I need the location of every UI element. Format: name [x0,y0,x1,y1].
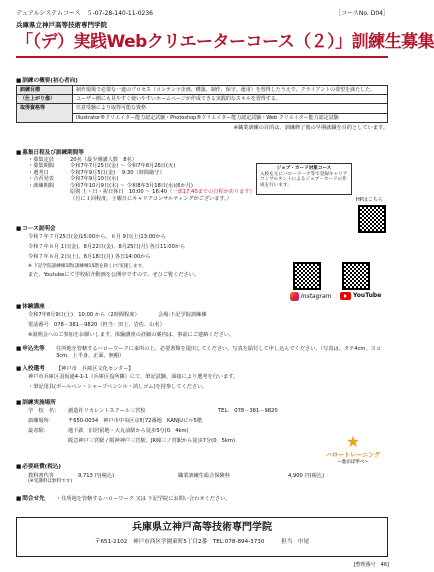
jobcard-title: ジョブ・カード対象コース [276,166,332,171]
location-access-key: 最寄駅： [28,427,49,434]
experience-heading: ■ 体験講座 [16,304,388,311]
overview-note: ※職業訓練の目的は、訓練修了後の早期就職を目的としています。 [233,124,388,131]
briefing-line: 令和７年８月 1日(金)、8月22日(金)、8月25日(月) 各日11:00から [28,243,186,250]
overview-label: （仕上がり像） [17,95,73,104]
jobcard-box [256,163,352,195]
selection-address: 神戸市兵庫区羽坂通4-1-1（兵庫区役所隣）にて、筆記試験、面接により選考を行います。 [28,373,239,380]
briefing-line: また、Youtubeにて学校紹介動画を公開中ですので、ぜひご覧ください。 [28,272,200,279]
instagram-link[interactable] [290,292,332,301]
hello-training-logo [318,432,388,465]
schedule-value: 令和7年9月10日(水) [70,176,119,183]
inquiry-heading: ■ 問合せ先 [16,496,56,503]
experience-place: 会場:下記学院訓練棟 [158,311,207,318]
experience-date: 令和7年8月9日(土) 10:00 から（2時間程度） [28,311,140,318]
briefing-line: 令和７年８月 2日(土)、8月18日(月) 各日14:00から [28,253,151,260]
briefing-line: 令和７年７月25日(金)15:00から、８月 9日(土)13:00から [28,233,166,240]
overview-label: 取得資格等 [17,104,73,123]
schedule-consulting: （月に１回程度、土曜日にキャリアコンサルティングがございます。） [70,195,232,202]
overview-text: 制作現場で必要な一連のプロセス（コンテンツ企画、構築、制作、保守、運用）を習得したうえで、クライアントの要望を満たした、 [73,85,388,94]
schedule-hours-note: （一部17:40までの日程があります） [167,189,255,196]
inquiry-section [16,496,388,503]
apply-text: 住所地を管轄するハローワークに来所の上、必要書類を提出してください。写真を貼付して申し込んでください。（写真は、タテ4cm、ヨコ3cm、上半身、正面、無帽） [56,346,382,359]
costs-note: (※受講料は無料です) [28,479,73,485]
schedule-section [16,150,255,202]
instagram-label: Instagram [301,292,332,300]
location-school-key: 学 校 名： [28,407,60,414]
hello-training-sub: ～急がば学べ～ [337,459,369,465]
contact-school-name: 兵庫県立神戸高等技術専門学院 [132,522,272,533]
briefing-section [16,226,276,281]
selection-venue: 【神戸市 兵庫区文化センター】 [56,366,134,372]
location-access-2: 阪急神戸三宮駅 / 阪神神戸三宮駅、JR線三ノ宮駅から徒歩7分(0．5km) [68,437,236,444]
schedule-value: 令和7年7月25日(金) ～ 令和7年8月26日(火) [70,163,176,170]
cost-insurance-value: 4,900 円(税込) [288,472,325,479]
selection-heading: ■ 入校選考 [16,366,56,373]
instagram-qr-code[interactable] [293,262,321,290]
youtube-qr-code[interactable] [342,262,370,290]
hp-qr-code[interactable] [358,205,386,233]
apply-heading: ■ 申込先等 [16,346,56,359]
location-school: 創造社リカレントスクール三宮校 [68,407,146,414]
apply-section [16,346,388,359]
experience-section [16,304,388,341]
youtube-label: YouTube [353,292,382,300]
cost-insurance-key: 職業訓練生総合保険料 [178,472,230,479]
hp-label: HPはこちら [356,197,383,203]
youtube-link[interactable] [340,292,381,300]
location-heading: ■ 訓練実施場所 [16,400,388,407]
overview-table [16,85,388,123]
overview-text: ユーザー側にも見やすく使いやすいホームページが作成できる実践的なスキルを習得する。 [73,95,388,104]
briefing-heading: ■ コース説明会 [16,226,276,233]
overview-label: 訓練目標 [17,85,73,94]
schedule-key: ・募集定員 [28,156,54,163]
reference-number: [整理番号 46] [353,562,389,568]
inquiry-text: ・住所地を管轄するハローワーク 又は 下記学院にお問い合わせください。 [56,496,231,502]
course-number: ［コースNo. D04］ [335,10,389,17]
table-row [17,104,388,113]
schedule-hours: 原則 土・日・祝日休日 10:00 ～ 16:40 [70,189,168,196]
selection-section [16,366,388,393]
hello-training-label: ハロートレーニング [326,452,380,459]
schedule-value: 令和7年9月5日(金) 9:30（時間厳守） [70,169,165,176]
page-title: 「（デ）実践Webクリエーターコース（２）」訓練生募集 [16,32,434,52]
school-name: 兵庫県立神戸高等技術専門学院 [16,21,107,29]
schedule-key: ・合否発表 [28,176,54,183]
schedule-key: ・選考日 [28,169,49,176]
star-icon: ★ [345,432,361,451]
instagram-icon [290,292,299,301]
table-row [17,113,388,122]
schedule-value: 令和7年10月9日(木) ～ 令和8年3月18日(水)(6か月) [70,182,193,189]
schedule-value: 20名（最少開講人数 8名） [70,156,137,163]
table-row [17,95,388,104]
schedule-key: ・募集期間 [28,163,54,170]
course-department: デュアルシステムコース ５-07-28-140-11-0236 [16,10,153,17]
overview-section [16,78,388,131]
experience-note: ※説明会へのご参加をお願いします。体験講座の詳細の案内は、事前にご連絡ください。 [28,331,235,338]
title-underline [16,56,388,58]
costs-heading: ■ 必要経費(税込) [16,464,388,471]
overview-text: 任意受験により取得可能な資格 [73,104,388,113]
location-tel: TEL: 078－381－9820 [218,407,278,414]
youtube-icon [340,292,351,300]
experience-tel: 電話番号 078－381－9820（担当：田上、岩佐、山名） [28,321,165,328]
contact-box [16,517,388,557]
location-addr-key: 訓練場所： [28,417,54,424]
location-access-1: 地下鉄 旧居留地・大丸前駅から徒歩5分(0．4km) [68,427,189,434]
schedule-key: ・訓練期間 [28,182,54,189]
location-addr: 〒650-0034 神戸市中央区京町72番地 KANJUビル5階 [68,417,202,424]
briefing-line: ※ 下記学院訓練棟1階(訓練棟15階を除く)で実施します。 [28,263,147,269]
contact-address: 〒651-2102 神戸市西区学園東町5丁目2番 TEL:078-894-3730 担当 中尾 [94,538,310,545]
schedule-heading: ■ 募集日程及び訓練期間等 [16,150,246,157]
cost-textbook-value: 9,713 円(税込) [78,472,115,479]
overview-text: Illustrator®クリエイター能力認定試験・Photoshop®クリエイター能力認定試験・Web クリエイター能力認定試験 [73,113,388,122]
jobcard-text: 入校を元にハローワーク等で登録キャリアコンサルタントによるジョブ・カードの作成を行います。 [260,171,348,189]
selection-items: ・筆記用具(ボールペン・シャープペンシル・消しゴム)を持参してください。 [28,383,208,390]
costs-section [16,464,388,485]
overview-heading: ■ 訓練の概要(初心者向) [16,78,388,85]
table-row [17,85,388,94]
cost-textbook-key: 教科書代等 [28,472,54,479]
